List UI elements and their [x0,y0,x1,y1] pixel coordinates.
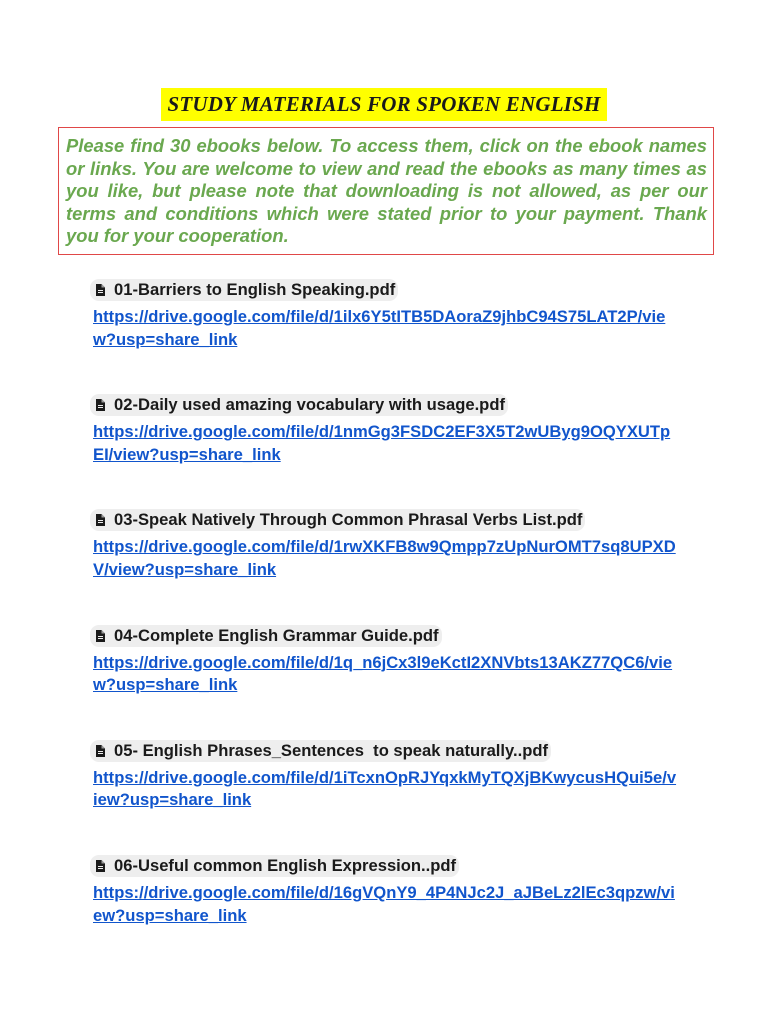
ebook-item [93,625,713,740]
ebook-link[interactable]: https://drive.google.com/file/d/1q_n6jCx3l9eKctI2XNVbts13AKZ77QC6/view?usp=share_link [93,652,673,695]
title-container [0,88,768,121]
ebook-file-chip[interactable] [90,625,442,647]
ebook-item [93,855,713,970]
file-icon [93,629,107,643]
ebook-name: 04-Complete English Grammar Guide.pdf [114,625,439,645]
ebook-list [93,279,713,970]
ebook-name: 03-Speak Natively Through Common Phrasal Verbs List.pdf [114,510,583,530]
ebook-name: 05- English Phrases_Sentences to speak naturally..pdf [114,740,549,760]
ebook-file-chip[interactable] [90,740,551,762]
file-icon [93,744,107,758]
file-icon [93,283,107,297]
ebook-file-chip[interactable] [90,509,585,531]
ebook-file-chip[interactable] [90,394,508,416]
file-icon [93,513,107,527]
page-title: STUDY MATERIALS FOR SPOKEN ENGLISH [161,88,606,121]
ebook-item [93,394,713,509]
ebook-link[interactable]: https://drive.google.com/file/d/1nmGg3FSDC2EF3X5T2wUByg9OQYXUTpEI/view?usp=share_link [93,422,671,464]
ebook-item [93,509,713,624]
file-icon [93,398,107,412]
ebook-item [93,279,713,394]
notice-box: Please find 30 ebooks below. To access them, click on the ebook names or links. You are welcome to view and read the ebooks as many times as you like, but please note that downloading is not allowed, as per our terms and conditions which were stated prior to your payment. Thank you for your cooperation. [58,127,714,255]
ebook-file-chip[interactable] [90,279,398,301]
ebook-name: 01-Barriers to English Speaking.pdf [114,280,396,299]
ebook-link[interactable]: https://drive.google.com/file/d/1iTcxnOpRJYqxkMyTQXjBKwycusHQui5e/view?usp=share_link [93,767,677,810]
ebook-link[interactable]: https://drive.google.com/file/d/1ilx6Y5tITB5DAoraZ9jhbC94S75LAT2P/view?usp=share_link [93,307,666,349]
ebook-link[interactable]: https://drive.google.com/file/d/16gVQnY9_4P4NJc2J_aJBeLz2lEc3qpzw/view?usp=share_link [93,882,675,925]
ebook-item [93,740,713,855]
ebook-file-chip[interactable] [90,855,459,877]
ebook-link[interactable]: https://drive.google.com/file/d/1rwXKFB8w9Qmpp7zUpNurOMT7sq8UPXDV/view?usp=share_link [93,537,676,579]
file-icon [93,859,107,873]
ebook-name: 02-Daily used amazing vocabulary with usage.pdf [114,395,505,415]
ebook-name: 06-Useful common English Expression..pdf [114,855,457,875]
